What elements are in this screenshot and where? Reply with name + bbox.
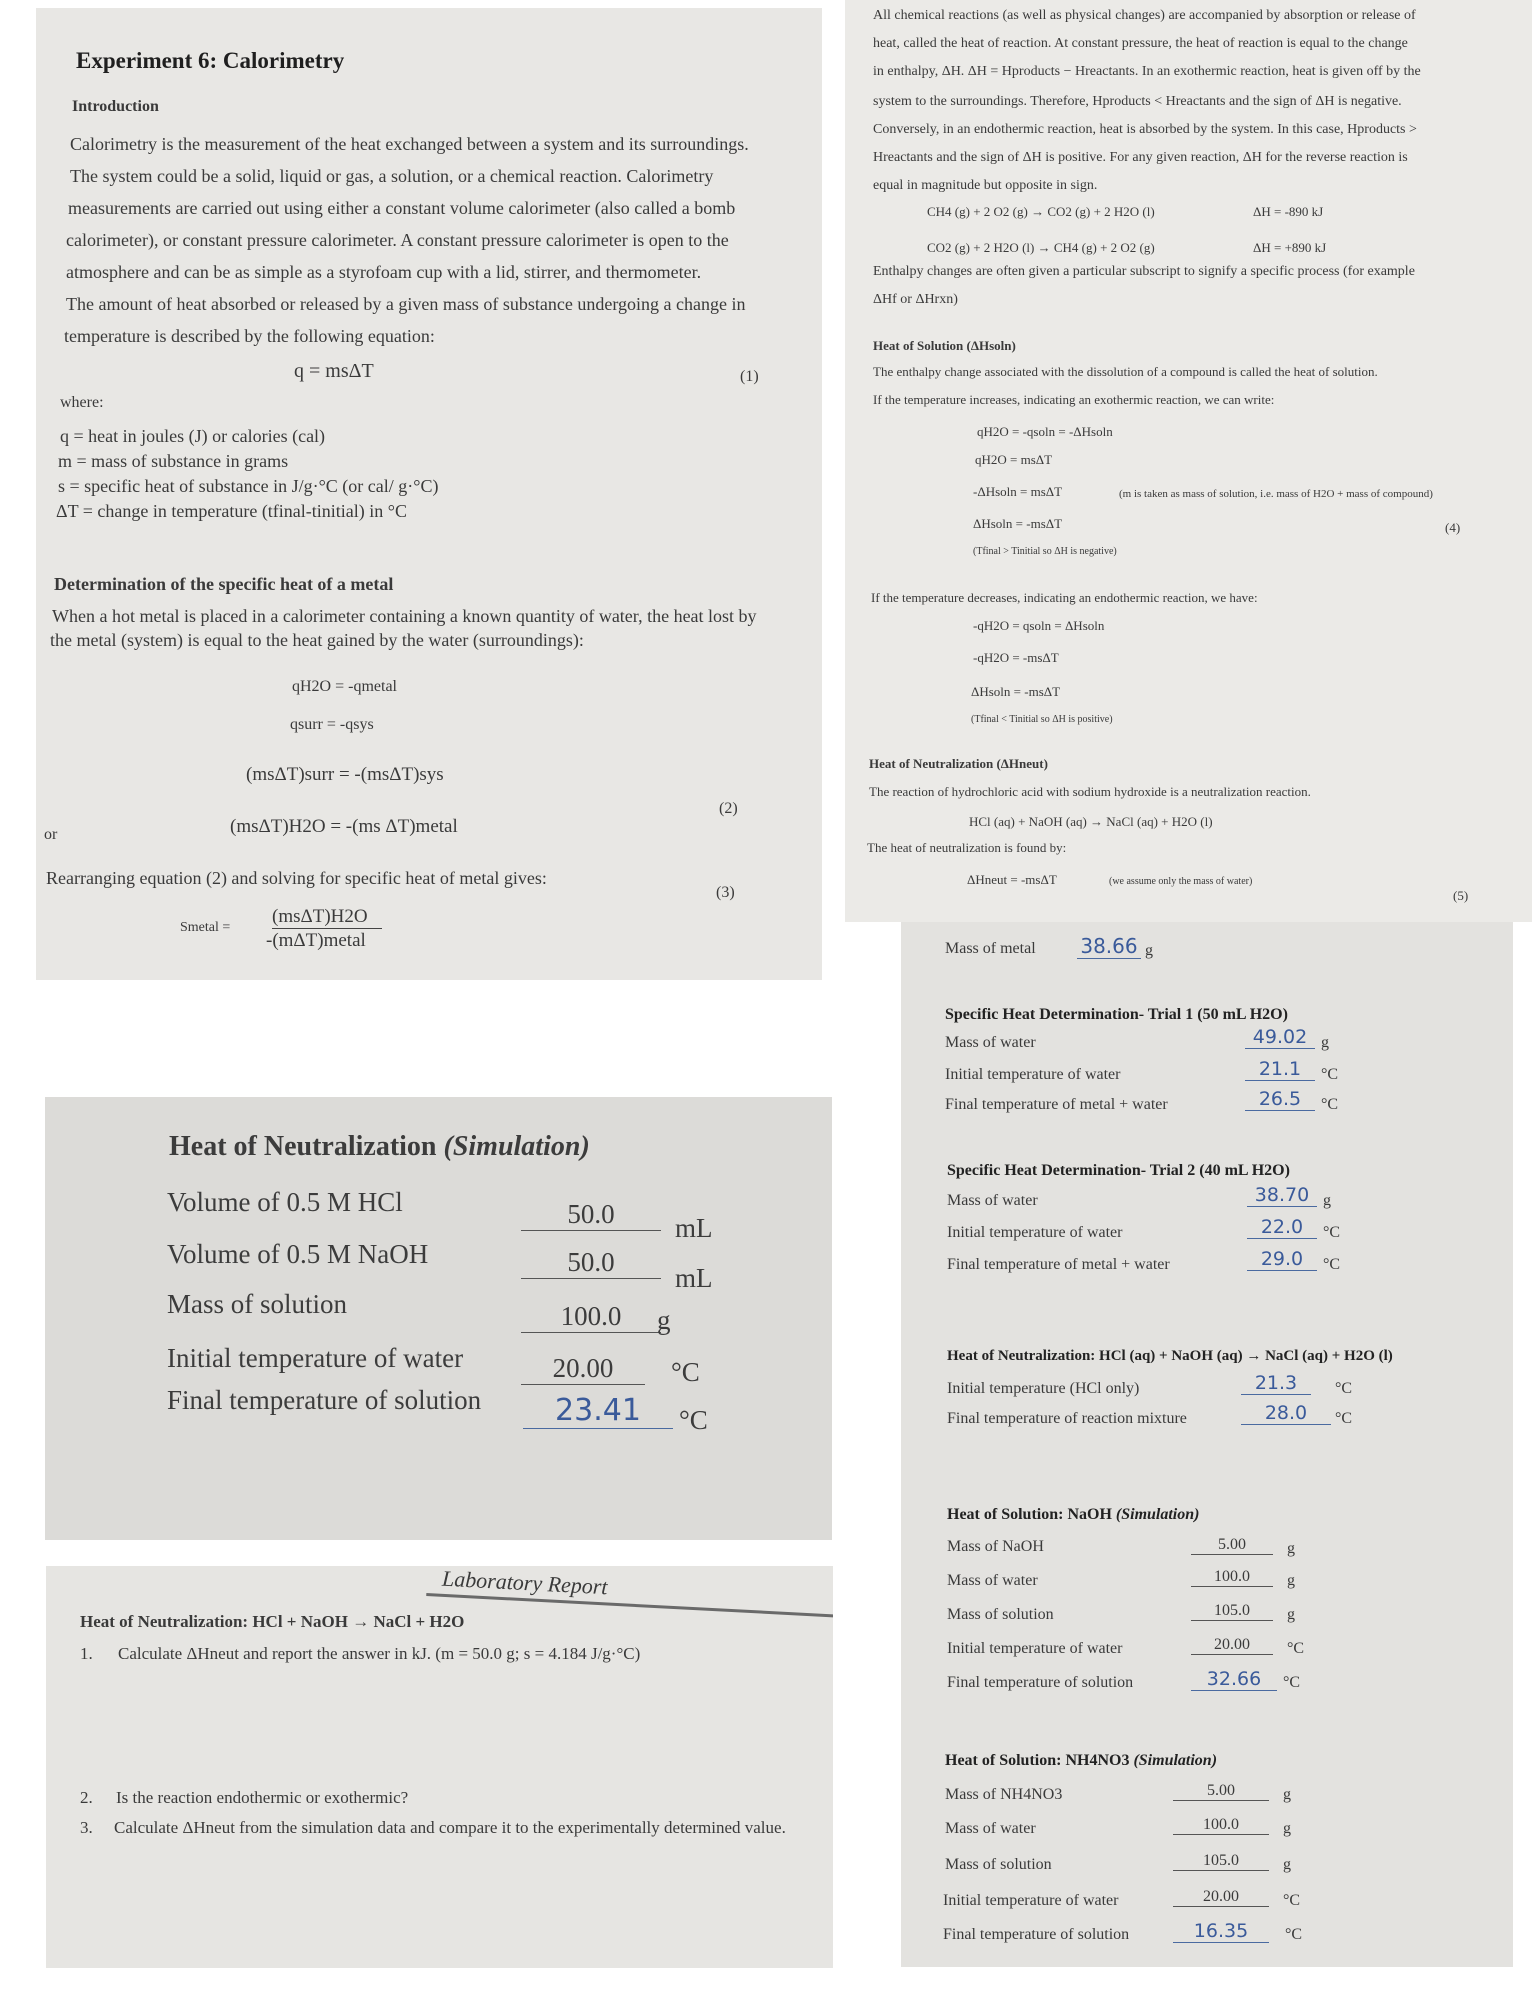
data-label: Mass of water: [947, 1572, 1038, 1589]
intro-line: measurements are carried out using either a constant volume calorimeter (also called a bomb: [68, 198, 736, 218]
data-label: Initial temperature (HCl only): [947, 1380, 1140, 1397]
endo-sign-note: (Tfinal < Tinitial so ΔH is positive): [971, 714, 1113, 725]
equation-msdt-h2o: (msΔT)H2O = -(ms ΔT)metal: [230, 816, 458, 837]
simulation-value: 100.0: [521, 1301, 661, 1333]
neutralization-line: The reaction of hydrochloric acid with sodium hydroxide is a neutralization reaction.: [869, 784, 1311, 799]
neutralization-data-heading: Heat of Neutralization: HCl (aq) + NaOH (aq) → NaCl (aq) + H2O (l): [947, 1348, 1393, 1364]
nh4no3-heading-tag: (Simulation): [1133, 1752, 1218, 1769]
intro-line: calorimeter), or constant pressure calorimeter. A constant pressure calorimeter is open to the: [66, 230, 729, 250]
data-label: Mass of NaOH: [947, 1538, 1044, 1555]
question-number: 3.: [80, 1818, 93, 1837]
smetal-lhs: Smetal =: [180, 920, 231, 935]
data-unit: °C: [1323, 1256, 1341, 1273]
where-label: where:: [60, 394, 104, 411]
theory-line: Conversely, in an endothermic reaction, heat is absorbed by the system. In this case, Hproducts >: [873, 122, 1417, 137]
data-unit: °C: [1335, 1380, 1353, 1397]
data-unit: g: [1145, 942, 1153, 959]
data-label: Final temperature of reaction mixture: [947, 1410, 1187, 1427]
data-value: 5.00: [1191, 1536, 1273, 1555]
enthalpy-note: Enthalpy changes are often given a particular subscript to signify a specific process (for example: [873, 264, 1415, 279]
neutralization-heading: Heat of Neutralization (ΔHneut): [869, 756, 1048, 771]
endo-equation: -qH2O = qsoln = ΔHsoln: [973, 618, 1105, 633]
naoh-heading-tag: (Simulation): [1115, 1506, 1200, 1523]
data-unit: g: [1287, 1606, 1295, 1623]
simulation-value: 23.41: [523, 1393, 673, 1429]
data-value: 20.00: [1191, 1636, 1273, 1655]
data-value: 38.66: [1077, 934, 1141, 959]
data-unit: g: [1287, 1540, 1295, 1557]
naoh-heading: [947, 1506, 1199, 1524]
question-2: Is the reaction endothermic or exothermic?: [116, 1788, 409, 1807]
question-1: Calculate ΔHneut and report the answer in kJ. (m = 50.0 g; s = 4.184 J/g·°C): [118, 1644, 641, 1663]
definition-delta-t: ΔT = change in temperature (tfinal-tinitial) in °C: [56, 501, 407, 521]
naoh-heading-main: Heat of Solution: NaOH: [947, 1506, 1116, 1523]
intro-line: Calorimetry is the measurement of the heat exchanged between a system and its surroundings.: [70, 134, 749, 154]
data-value: 32.66: [1191, 1668, 1277, 1691]
simulation-unit: °C: [679, 1405, 708, 1435]
data-label: Mass of water: [945, 1820, 1036, 1837]
equation-4-number: (4): [1445, 520, 1461, 535]
solution-line: If the temperature increases, indicating an exothermic reaction, we can write:: [873, 392, 1275, 407]
combustion-enthalpy: ΔH = -890 kJ: [1253, 204, 1324, 219]
banner-divider: [426, 1593, 833, 1618]
data-value: 38.70: [1247, 1184, 1317, 1207]
data-value: 21.3: [1241, 1372, 1311, 1395]
neutralization-note: (we assume only the mass of water): [1109, 876, 1253, 887]
data-unit: °C: [1321, 1066, 1339, 1083]
data-value: 100.0: [1191, 1568, 1273, 1587]
simulation-value: 50.0: [521, 1247, 661, 1279]
metal-line: the metal (system) is equal to the heat gained by the water (surroundings):: [50, 630, 584, 650]
data-label: Mass of metal: [945, 940, 1036, 957]
data-label: Final temperature of metal + water: [947, 1256, 1170, 1273]
simulation-label: Initial temperature of water: [167, 1343, 464, 1373]
neutralization-equation: ΔHneut = -msΔT: [967, 872, 1057, 887]
data-value: 22.0: [1247, 1216, 1317, 1239]
report-banner: Laboratory Report: [441, 1566, 609, 1600]
theory-line: in enthalpy, ΔH. ΔH = Hproducts − Hreactants. In an exothermic reaction, heat is given off by the: [873, 64, 1421, 79]
smetal-denominator: -(mΔT)metal: [266, 930, 366, 951]
data-label: Initial temperature of water: [945, 1066, 1121, 1083]
equation-1-number: (1): [740, 368, 759, 385]
data-value: 100.0: [1173, 1816, 1269, 1835]
endo-equation: ΔHsoln = -msΔT: [971, 684, 1061, 699]
intro-line: The amount of heat absorbed or released by a given mass of substance undergoing a change in: [66, 294, 746, 314]
simulation-label: Volume of 0.5 M HCl: [167, 1187, 403, 1217]
data-value: 20.00: [1173, 1888, 1269, 1907]
data-unit: g: [1287, 1572, 1295, 1589]
data-unit: g: [1283, 1786, 1291, 1803]
simulation-unit: mL: [675, 1213, 713, 1243]
simulation-label: Mass of solution: [167, 1289, 348, 1319]
simulation-unit: mL: [675, 1263, 713, 1293]
solution-line: The enthalpy change associated with the dissolution of a compound is called the heat of solution.: [873, 364, 1378, 379]
simulation-heading-main: Heat of Neutralization: [169, 1131, 444, 1162]
nh4no3-heading-main: Heat of Solution: NH4NO3: [945, 1752, 1134, 1769]
data-unit: g: [1283, 1856, 1291, 1873]
intro-line: temperature is described by the following equation:: [64, 326, 435, 346]
exo-equation: ΔHsoln = -msΔT: [973, 516, 1063, 531]
data-label: Initial temperature of water: [943, 1892, 1119, 1909]
theory-panel: [845, 0, 1532, 922]
theory-line: system to the surroundings. Therefore, Hproducts < Hreactants and the sign of ΔH is negative.: [873, 94, 1402, 109]
data-label: Mass of solution: [945, 1856, 1052, 1873]
equation-1: q = msΔT: [294, 360, 374, 382]
theory-line: heat, called the heat of reaction. At constant pressure, the heat of reaction is equal to the change: [873, 36, 1408, 51]
exo-equation: -ΔHsoln = msΔT: [973, 484, 1063, 499]
trial-2-heading: Specific Heat Determination- Trial 2 (40 mL H2O): [947, 1162, 1290, 1179]
definition-q: q = heat in joules (J) or calories (cal): [60, 426, 326, 446]
simulation-panel: [45, 1097, 832, 1540]
simulation-value: 50.0: [521, 1199, 661, 1231]
data-value: 26.5: [1245, 1088, 1315, 1111]
equation-msdt-surr: (msΔT)surr = -(msΔT)sys: [246, 764, 444, 785]
nh4no3-heading: [945, 1752, 1217, 1770]
data-unit: g: [1323, 1192, 1331, 1209]
endo-line: If the temperature decreases, indicating an endothermic reaction, we have:: [871, 590, 1258, 605]
simulation-heading-tag: (Simulation): [443, 1131, 590, 1162]
data-label: Mass of NH4NO3: [945, 1786, 1063, 1803]
report-panel: [46, 1566, 833, 1968]
data-unit: °C: [1285, 1926, 1303, 1943]
exo-equation: qH2O = -qsoln = -ΔHsoln: [977, 424, 1113, 439]
reverse-reaction: CO2 (g) + 2 H2O (l) → CH4 (g) + 2 O2 (g): [927, 240, 1155, 255]
intro-line: atmosphere and can be as simple as a styrofoam cup with a lid, stirrer, and thermometer.: [66, 262, 702, 282]
equation-surr-sys: qsurr = -qsys: [290, 716, 374, 733]
data-label: Final temperature of metal + water: [945, 1096, 1168, 1113]
exo-sign-note: (Tfinal > Tinitial so ΔH is negative): [973, 546, 1117, 557]
data-label: Initial temperature of water: [947, 1640, 1123, 1657]
rearrange-text: Rearranging equation (2) and solving for specific heat of metal gives:: [46, 868, 547, 888]
definition-s: s = specific heat of substance in J/g·°C (or cal/ g·°C): [58, 476, 439, 496]
neutralization-reaction: HCl (aq) + NaOH (aq) → NaCl (aq) + H2O (l): [969, 814, 1213, 829]
or-label: or: [44, 826, 58, 843]
equation-heat-balance: qH2O = -qmetal: [292, 678, 397, 695]
report-heading: Heat of Neutralization: HCl + NaOH → NaCl + H2O: [80, 1612, 465, 1631]
data-value: 21.1: [1245, 1058, 1315, 1081]
data-panel: [901, 922, 1513, 1967]
page-title: Experiment 6: Calorimetry: [76, 48, 345, 73]
data-value: 105.0: [1173, 1852, 1269, 1871]
introduction-heading: Introduction: [72, 98, 159, 115]
data-value: 105.0: [1191, 1602, 1273, 1621]
heat-of-solution-heading: Heat of Solution (ΔHsoln): [873, 338, 1016, 353]
smetal-numerator: (msΔT)H2O: [272, 906, 382, 929]
data-unit: °C: [1283, 1674, 1301, 1691]
endo-equation: -qH2O = -msΔT: [973, 650, 1059, 665]
data-label: Mass of water: [945, 1034, 1036, 1051]
equation-2-number: (2): [719, 800, 738, 817]
data-unit: °C: [1283, 1892, 1301, 1909]
combustion-reaction: CH4 (g) + 2 O2 (g) → CO2 (g) + 2 H2O (l): [927, 204, 1155, 219]
simulation-label: Volume of 0.5 M NaOH: [167, 1239, 429, 1269]
data-unit: °C: [1321, 1096, 1339, 1113]
data-label: Final temperature of solution: [947, 1674, 1134, 1691]
intro-line: The system could be a solid, liquid or gas, a solution, or a chemical reaction. Calorimetry: [70, 166, 714, 186]
data-value: 16.35: [1173, 1920, 1269, 1943]
theory-line: All chemical reactions (as well as physical changes) are accompanied by absorption or release of: [873, 8, 1416, 23]
simulation-heading: [169, 1131, 590, 1163]
data-label: Initial temperature of water: [947, 1224, 1123, 1241]
simulation-unit: g: [657, 1305, 671, 1335]
data-unit: g: [1283, 1820, 1291, 1837]
data-unit: g: [1321, 1034, 1329, 1051]
data-value: 29.0: [1247, 1248, 1317, 1271]
theory-line: equal in magnitude but opposite in sign.: [873, 178, 1098, 193]
exo-mass-note: (m is taken as mass of solution, i.e. mass of H2O + mass of compound): [1119, 488, 1433, 500]
intro-panel: [36, 8, 822, 980]
data-value: 49.02: [1245, 1026, 1315, 1049]
data-label: Final temperature of solution: [943, 1926, 1130, 1943]
data-unit: °C: [1335, 1410, 1353, 1427]
simulation-unit: °C: [671, 1357, 700, 1387]
data-label: Mass of solution: [947, 1606, 1054, 1623]
data-unit: °C: [1287, 1640, 1305, 1657]
definition-m: m = mass of substance in grams: [58, 451, 289, 471]
equation-3-number: (3): [716, 884, 735, 901]
data-unit: °C: [1323, 1224, 1341, 1241]
data-value: 28.0: [1241, 1402, 1331, 1425]
data-value: 5.00: [1173, 1782, 1269, 1801]
question-3: Calculate ΔHneut from the simulation data and compare it to the experimentally determined value.: [114, 1818, 786, 1837]
enthalpy-note: ΔHf or ΔHrxn): [873, 292, 958, 307]
neutralization-line: The heat of neutralization is found by:: [867, 840, 1067, 855]
trial-1-heading: Specific Heat Determination- Trial 1 (50 mL H2O): [945, 1006, 1288, 1023]
theory-line: Hreactants and the sign of ΔH is positive. For any given reaction, ΔH for the reverse reaction is: [873, 150, 1408, 165]
simulation-label: Final temperature of solution: [167, 1385, 482, 1415]
metal-line: When a hot metal is placed in a calorimeter containing a known quantity of water, the heat lost by: [52, 606, 757, 626]
metal-heading: Determination of the specific heat of a metal: [54, 574, 394, 594]
simulation-value: 20.00: [521, 1353, 645, 1385]
question-number: 1.: [80, 1644, 93, 1663]
exo-equation: qH2O = msΔT: [975, 452, 1053, 467]
reverse-enthalpy: ΔH = +890 kJ: [1253, 240, 1327, 255]
equation-5-number: (5): [1453, 888, 1469, 903]
data-label: Mass of water: [947, 1192, 1038, 1209]
question-number: 2.: [80, 1788, 93, 1807]
